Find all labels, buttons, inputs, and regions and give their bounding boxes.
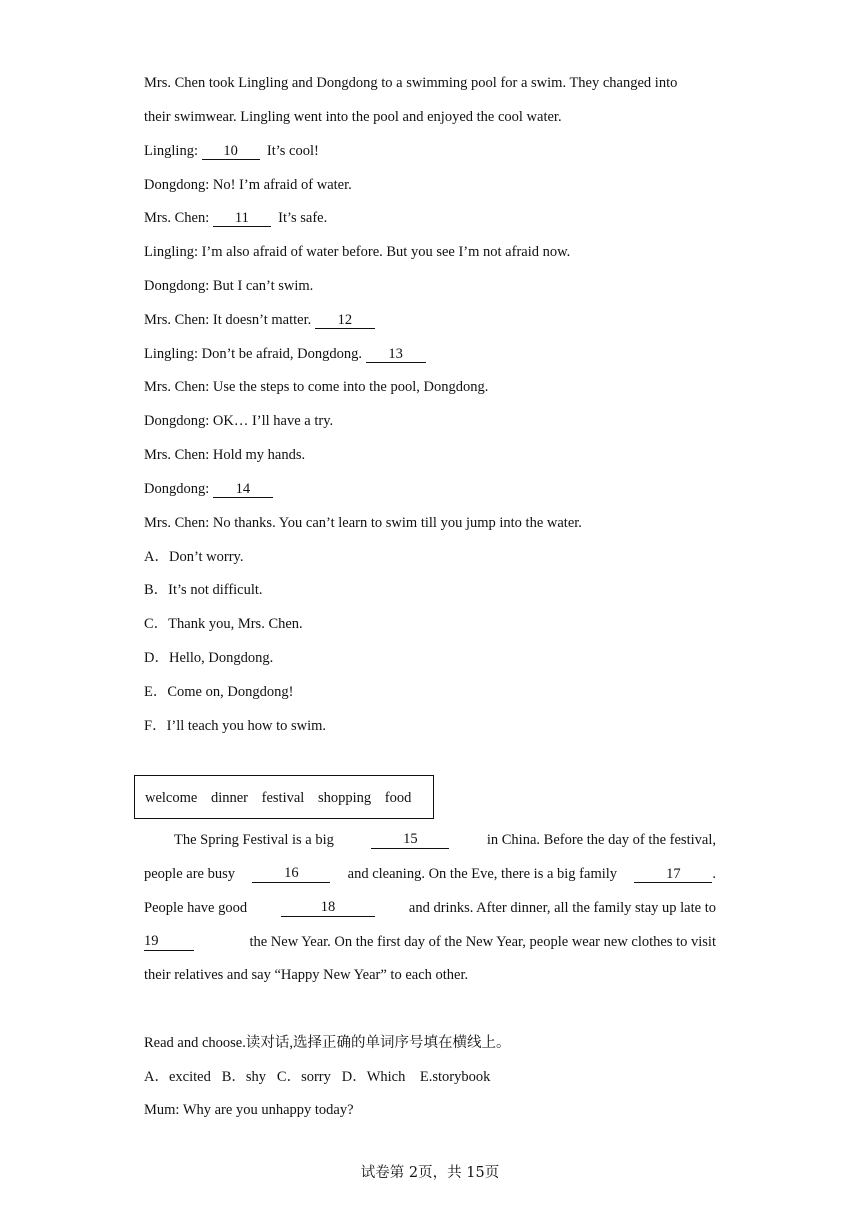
option-e: E．Come on, Dongdong! xyxy=(144,684,294,700)
dialogue-line-7 xyxy=(144,345,426,363)
section2-first-line: Mum: Why are you unhappy today? xyxy=(144,1102,354,1118)
passage-line-5: their relatives and say “Happy New Year” to each other. xyxy=(144,967,469,983)
passage-text: in China. Before the day of the festival, xyxy=(486,832,716,848)
dialogue-text: Dongdong: xyxy=(144,481,213,497)
passage-text: the New Year. On the first day of the New Year, people wear new clothes to visit xyxy=(249,934,716,950)
dialogue-line-2: Dongdong: No! I’m afraid of water. xyxy=(144,177,352,193)
dialogue-line-12: Mrs. Chen: No thanks. You can’t learn to swim till you jump into the water. xyxy=(144,515,582,531)
dialogue-line-10: Mrs. Chen: Hold my hands. xyxy=(144,447,306,463)
passage-text xyxy=(634,865,716,883)
word-item: dinner xyxy=(210,790,249,806)
passage-text: people are busy xyxy=(144,866,235,882)
blank-10[interactable]: 10 xyxy=(202,143,260,160)
blank-19[interactable]: 19 xyxy=(144,933,194,951)
passage-text: People have good xyxy=(144,900,248,916)
passage-line-3 xyxy=(144,899,716,917)
option-b: B．It’s not difficult. xyxy=(144,582,263,598)
option-d: D．Hello, Dongdong. xyxy=(144,650,274,666)
dialogue-text: Mrs. Chen: xyxy=(144,210,213,226)
dialogue-line-9: Dongdong: OK… I’ll have a try. xyxy=(144,413,334,429)
dialogue-text: Mrs. Chen: It doesn’t matter. xyxy=(144,312,315,328)
dialogue-text: It’s cool! xyxy=(259,143,319,159)
word-box xyxy=(134,775,434,819)
blank-16[interactable]: 16 xyxy=(252,865,330,883)
passage-line-1 xyxy=(174,831,716,849)
word-item: festival xyxy=(261,790,305,806)
page-footer: 试卷第 2页，共 15页 xyxy=(360,1165,500,1181)
passage-text: . xyxy=(712,866,716,882)
blank-18[interactable]: 18 xyxy=(281,899,375,917)
blank-17[interactable]: 17 xyxy=(634,866,712,883)
section2-options: A．excited B．shy C．sorry D．Which E.storybook xyxy=(144,1069,491,1085)
passage-text: The Spring Festival is a big xyxy=(174,832,334,848)
passage-text: and drinks. After dinner, all the family stay up late to xyxy=(408,900,716,916)
passage-text: and cleaning. On the Eve, there is a big family xyxy=(347,866,618,882)
section2-instruction: Read and choose.读对话,选择正确的单词序号填在横线上。 xyxy=(144,1035,511,1051)
dialogue-line-11 xyxy=(144,480,273,498)
blank-11[interactable]: 11 xyxy=(213,210,271,227)
blank-12[interactable]: 12 xyxy=(315,312,375,329)
word-item: shopping xyxy=(317,790,372,806)
dialogue-text: It’s safe. xyxy=(270,210,328,226)
dialogue-line-8: Mrs. Chen: Use the steps to come into the pool, Dongdong. xyxy=(144,379,489,395)
dialogue-text: Lingling: Don’t be afraid, Dongdong. xyxy=(144,346,366,362)
word-list xyxy=(145,790,411,807)
blank-15[interactable]: 15 xyxy=(371,831,449,849)
dialogue-line-3 xyxy=(144,209,327,227)
dialogue-line-6 xyxy=(144,311,375,329)
dialogue-line-1 xyxy=(144,142,319,160)
intro-line-2: their swimwear. Lingling went into the pool and enjoyed the cool water. xyxy=(144,109,562,125)
passage-line-2 xyxy=(144,865,716,883)
option-a: A．Don’t worry. xyxy=(144,549,244,565)
passage-line-4 xyxy=(144,933,716,951)
dialogue-text: Lingling: xyxy=(144,143,202,159)
word-item: welcome xyxy=(145,790,198,806)
dialogue-line-5: Dongdong: But I can’t swim. xyxy=(144,278,314,294)
option-c: C．Thank you, Mrs. Chen. xyxy=(144,616,303,632)
blank-14[interactable]: 14 xyxy=(213,481,273,498)
dialogue-line-4: Lingling: I’m also afraid of water before. But you see I’m not afraid now. xyxy=(144,244,571,260)
blank-13[interactable]: 13 xyxy=(366,346,426,363)
word-item: food xyxy=(384,790,412,806)
option-f: F．I’ll teach you how to swim. xyxy=(144,718,327,734)
intro-line-1: Mrs. Chen took Lingling and Dongdong to a swimming pool for a swim. They changed into xyxy=(144,75,678,91)
